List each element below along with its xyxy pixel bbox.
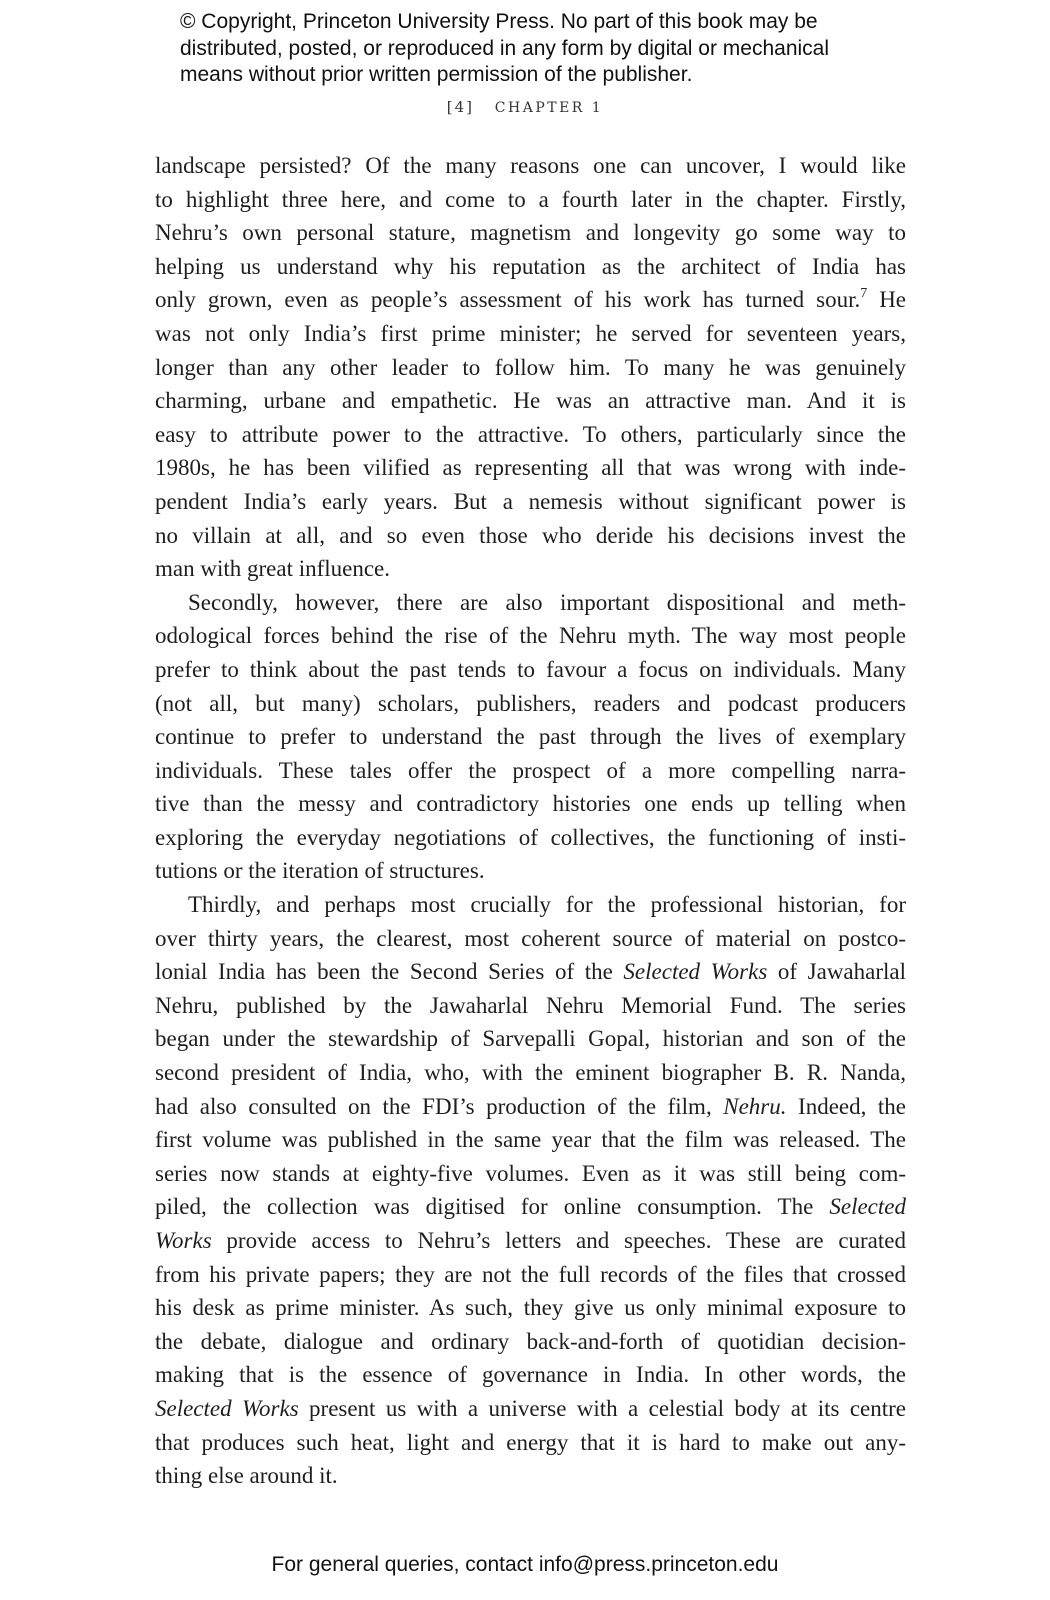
- text-line: his desk as prime minister. As such, they give us only minimal exposure to: [155, 1295, 906, 1321]
- text-line: from his private papers; they are not the full records of the files that crossed: [155, 1261, 906, 1287]
- text-span: only grown, even as people’s assessment of his work has turned sour.: [155, 287, 861, 313]
- text-line: pendent India’s early years. But a nemesis without significant power is: [155, 488, 906, 514]
- text-span: piled, the collection was digitised for online consumption. The: [155, 1194, 814, 1220]
- chapter-label: CHAPTER 1: [494, 100, 604, 116]
- footnote-ref[interactable]: 7: [860, 285, 868, 301]
- text-line: odological forces behind the rise of the Nehru myth. The way most people: [155, 623, 906, 649]
- text-line: began under the stewardship of Sarvepalli Gopal, historian and son of the: [155, 1026, 906, 1052]
- text-line: making that is the essence of governance in India. In other words, the: [155, 1362, 906, 1388]
- text-line: continue to prefer to understand the past through the lives of exemplary: [155, 724, 906, 750]
- text-line: helping us understand why his reputation as the architect of India has: [155, 253, 906, 279]
- book-title: Selected Works: [155, 1395, 299, 1421]
- text-line: Nehru’s own personal stature, magnetism and longevity go some way to: [155, 220, 906, 246]
- text-span: Indeed, the: [798, 1093, 907, 1119]
- book-title: Selected: [829, 1194, 906, 1220]
- text-line: [155, 955, 906, 989]
- page-number: [4]: [446, 98, 475, 116]
- text-line: [155, 283, 906, 317]
- text-line: series now stands at eighty-five volumes. Even as it was still being com-: [155, 1160, 906, 1186]
- copyright-line: © Copyright, Princeton University Press. No part of this book may be: [180, 10, 818, 33]
- text-line: first volume was published in the same year that the film was released. The: [155, 1127, 906, 1153]
- text-line: [155, 1190, 906, 1224]
- text-line: [155, 1392, 906, 1426]
- copyright-line: means without prior written permission of the publisher.: [180, 63, 693, 86]
- text-line: longer than any other leader to follow him. To many he was genuinely: [155, 354, 906, 380]
- text-line: Thirdly, and perhaps most crucially for the professional historian, for: [188, 892, 906, 918]
- footer-contact: For general queries, contact info@press.princeton.edu: [271, 1553, 779, 1576]
- text-line: the debate, dialogue and ordinary back-and-forth of quotidian decision-: [155, 1328, 906, 1354]
- text-line: Secondly, however, there are also important dispositional and meth-: [188, 589, 906, 615]
- text-line: landscape persisted? Of the many reasons one can uncover, I would like: [155, 153, 906, 178]
- book-title: Works: [155, 1228, 212, 1253]
- text-line: thing else around it.: [155, 1463, 338, 1489]
- text-span: present us with a universe with a celestial body at its centre: [309, 1395, 906, 1421]
- text-line: charming, urbane and empathetic. He was an attractive man. And it is: [155, 388, 906, 414]
- copyright-notice: [180, 9, 920, 89]
- text-line: individuals. These tales offer the prospect of a more compelling narra-: [155, 757, 906, 783]
- text-line: tutions or the iteration of structures.: [155, 858, 485, 884]
- text-line: prefer to think about the past tends to favour a focus on individuals. Many: [155, 656, 906, 682]
- text-line: that produces such heat, light and energy that it is hard to make out any-: [155, 1429, 906, 1455]
- text-line: Nehru, published by the Jawaharlal Nehru Memorial Fund. The series: [155, 992, 906, 1018]
- film-title: Nehru.: [723, 1093, 787, 1119]
- copyright-line: distributed, posted, or reproduced in any form by digital or mechanical: [180, 36, 830, 60]
- text-line: tive than the messy and contradictory histories one ends up telling when: [155, 791, 906, 817]
- text-line: no villain at all, and so even those who deride his decisions invest the: [155, 522, 906, 548]
- text-span: provide access to Nehru’s letters and speeches. These are curated: [226, 1228, 906, 1253]
- text-line: 1980s, he has been vilified as representing all that was wrong with inde-: [155, 455, 906, 481]
- book-title: Selected Works: [623, 959, 768, 985]
- body-text: [155, 149, 906, 1493]
- text-line: exploring the everyday negotiations of collectives, the functioning of insti-: [155, 824, 906, 850]
- text-line: second president of India, who, with the eminent biographer B. R. Nanda,: [155, 1060, 906, 1086]
- text-line: [155, 1090, 906, 1124]
- text-line: over thirty years, the clearest, most coherent source of material on postco-: [155, 925, 906, 951]
- text-line: to highlight three here, and come to a fourth later in the chapter. Firstly,: [155, 186, 906, 212]
- running-head: [0, 98, 1050, 116]
- text-span: had also consulted on the FDI’s production of the film,: [155, 1093, 712, 1119]
- text-line: man with great influence.: [155, 556, 391, 582]
- text-span: of Jawaharlal: [777, 959, 907, 985]
- text-line: [155, 1224, 906, 1258]
- text-line: (not all, but many) scholars, publishers, readers and podcast producers: [155, 690, 906, 716]
- text-line: easy to attribute power to the attractive. To others, particularly since the: [155, 421, 906, 447]
- text-span: lonial India has been the Second Series of the: [155, 959, 613, 985]
- text-span: He: [879, 287, 907, 313]
- text-line: was not only India’s first prime minister; he served for seventeen years,: [155, 320, 906, 346]
